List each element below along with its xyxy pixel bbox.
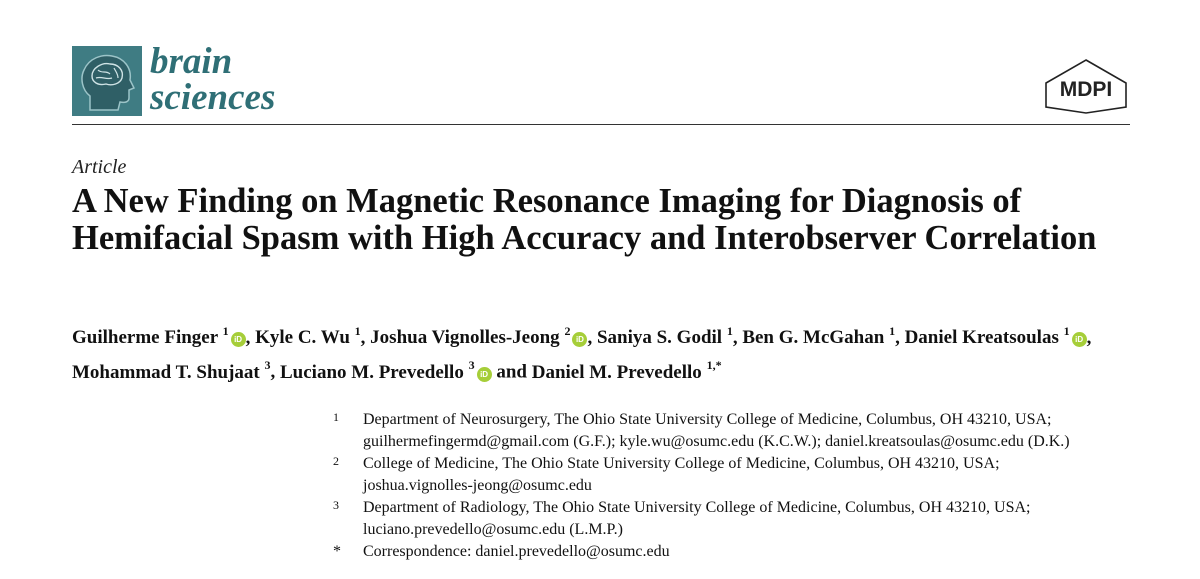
affiliation-number: 3 (333, 498, 339, 512)
orcid-icon[interactable]: iD (572, 332, 587, 347)
affiliation-line: luciano.prevedello@osumc.edu (L.M.P.) (363, 521, 624, 538)
author-affiliation-marker: 1 (354, 324, 361, 338)
affiliation-line: College of Medicine, The Ohio State University College of Medicine, Columbus, OH 43210, USA; (363, 455, 1000, 472)
author-affiliation-marker: 1 (222, 324, 229, 338)
correspondence (333, 541, 1153, 563)
affiliation-list (333, 409, 1153, 563)
author-list: Guilherme Finger $^1$iD , Kyle C. Wu $^1$, Joshua Vignolles-Jeong $^2$iD , Saniya S. Godil $^1$, Ben G. McGahan $^1$, Daniel Kreatsoulas $^1$iD , Mohammad T. Shujaat $^3$, Luciano M. Prevedello $^3$iD and Daniel M. Prevedello $^{1,*}$ (72, 324, 1092, 383)
affiliation-line: Department of Radiology, The Ohio State University College of Medicine, Columbus, OH 43210, USA; (363, 499, 1031, 516)
author-affiliation-marker: 3 (468, 358, 475, 373)
author-name: Mohammad T. Shujaat $^3$ (72, 358, 271, 383)
author-affiliation-marker: 3 (264, 358, 271, 373)
author-name: Saniya S. Godil $^1$ (596, 324, 733, 349)
orcid-icon[interactable]: iD (1072, 332, 1087, 347)
mdpi-logo-icon (1042, 58, 1130, 114)
header-divider (72, 124, 1130, 125)
author-affiliation-marker: 1 (726, 324, 733, 338)
author-name: Daniel M. Prevedello $^{1,*}$ (531, 358, 722, 383)
author-affiliation-marker: 1 (889, 324, 896, 338)
affiliation-line: Department of Neurosurgery, The Ohio State University College of Medicine, Columbus, OH 43210, USA; (363, 411, 1052, 428)
journal-logo-icon (72, 46, 142, 116)
author-name: Kyle C. Wu $^1$ (255, 324, 361, 349)
affiliation-item (333, 497, 1153, 541)
affiliation-line: guilhermefingermd@gmail.com (G.F.); kyle.wu@osumc.edu (K.C.W.); daniel.kreatsoulas@osumc.edu (D.K.) (363, 433, 1070, 450)
correspondence-marker: * (333, 543, 341, 560)
orcid-icon[interactable]: iD (477, 367, 492, 382)
author-affiliation-marker: 1,* (706, 358, 722, 373)
article-type: Article (72, 156, 127, 178)
affiliation-number: 1 (333, 410, 339, 424)
correspondence-text: Correspondence: daniel.prevedello@osumc.edu (363, 543, 670, 560)
affiliation-number: 2 (333, 454, 339, 468)
affiliation-item (333, 453, 1153, 497)
publisher-name: MDPI (1059, 78, 1113, 101)
author-name: Guilherme Finger $^1$iD (72, 327, 246, 348)
author-affiliation-marker: 2 (564, 324, 571, 338)
orcid-icon[interactable]: iD (231, 332, 246, 347)
author-name: Daniel Kreatsoulas $^1$iD (905, 327, 1087, 348)
author-name: Joshua Vignolles-Jeong $^2$iD (370, 327, 587, 348)
author-affiliation-marker: 1 (1063, 324, 1070, 338)
author-name: Ben G. McGahan $^1$ (742, 324, 896, 349)
journal-name (150, 41, 276, 118)
journal-name-line1: brain (150, 41, 233, 82)
article-title: A New Finding on Magnetic Resonance Imaging for Diagnosis of Hemifacial Spasm with High Accuracy and Interobserver Correlation (72, 182, 1097, 257)
journal-name-line2: sciences (150, 77, 276, 118)
affiliation-line: joshua.vignolles-jeong@osumc.edu (363, 477, 592, 494)
author-name: Luciano M. Prevedello $^3$iD (280, 362, 492, 383)
affiliation-item (333, 409, 1153, 453)
